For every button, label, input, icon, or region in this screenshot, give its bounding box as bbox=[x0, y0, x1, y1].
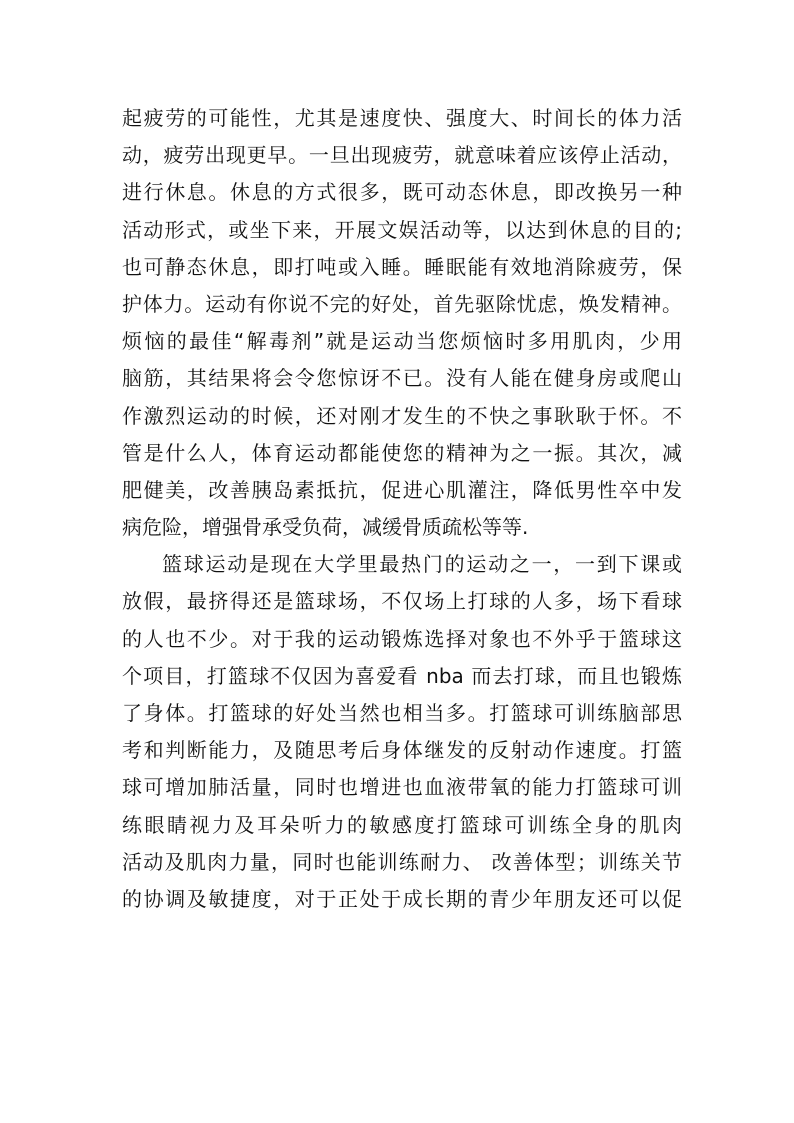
text-line: 作激烈运动的时候，还对刚才发生的不快之事耿耿于怀。不 bbox=[122, 403, 682, 428]
text-line: 也可静态休息，即打吨或入睡。睡眠能有效地消除疲劳，保 bbox=[122, 254, 682, 279]
text-line: 个项目，打篮球不仅因为喜爱看 nba 而去打球，而且也锻炼 bbox=[122, 663, 682, 688]
text-line: 考和判断能力，及随思考后身体继发的反射动作速度。打篮 bbox=[122, 738, 682, 763]
text-line: 烦恼的最佳“解毒剂”就是运动当您烦恼时多用肌肉，少用 bbox=[122, 329, 682, 354]
text-line: 的人也不少。对于我的运动锻炼选择对象也不外乎于篮球这 bbox=[122, 626, 682, 651]
text-line: 护体力。运动有你说不完的好处，首先驱除忧虑，焕发精神。 bbox=[122, 291, 682, 316]
body-text bbox=[122, 100, 682, 918]
text-line: 脑筋，其结果将会令您惊讶不已。没有人能在健身房或爬山 bbox=[122, 366, 682, 391]
text-line: 动，疲劳出现更早。一旦出现疲劳，就意味着应该停止活动， bbox=[122, 143, 682, 168]
text-line: 放假，最挤得还是篮球场，不仅场上打球的人多，场下看球 bbox=[122, 589, 682, 614]
text-line: 进行休息。休息的方式很多，既可动态休息，即改换另一种 bbox=[122, 180, 682, 205]
text-line: 病危险，增强骨承受负荷，减缓骨质疏松等等. bbox=[122, 515, 529, 540]
text-line: 活动形式，或坐下来，开展文娱活动等，以达到休息的目的; bbox=[122, 217, 682, 242]
paragraph-first-line: 篮球运动是现在大学里最热门的运动之一，一到下课或 bbox=[162, 552, 682, 577]
text-line: 的协调及敏捷度，对于正处于成长期的青少年朋友还可以促 bbox=[122, 886, 682, 911]
text-line: 肥健美，改善胰岛素抵抗，促进心肌灌注，降低男性卒中发 bbox=[122, 477, 682, 502]
text-line: 活动及肌肉力量，同时也能训练耐力、 改善体型；训练关节 bbox=[122, 849, 682, 874]
text-line: 起疲劳的可能性，尤其是速度快、强度大、时间长的体力活 bbox=[122, 106, 682, 130]
text-line: 练眼睛视力及耳朵听力的敏感度打篮球可训练全身的肌肉 bbox=[122, 812, 682, 837]
text-line: 管是什么人，体育运动都能使您的精神为之一振。其次，减 bbox=[122, 440, 682, 465]
text-line: 球可增加肺活量，同时也增进也血液带氧的能力打篮球可训 bbox=[122, 775, 682, 800]
text-line: 了身体。打篮球的好处当然也相当多。打篮球可训练脑部思 bbox=[122, 701, 682, 725]
